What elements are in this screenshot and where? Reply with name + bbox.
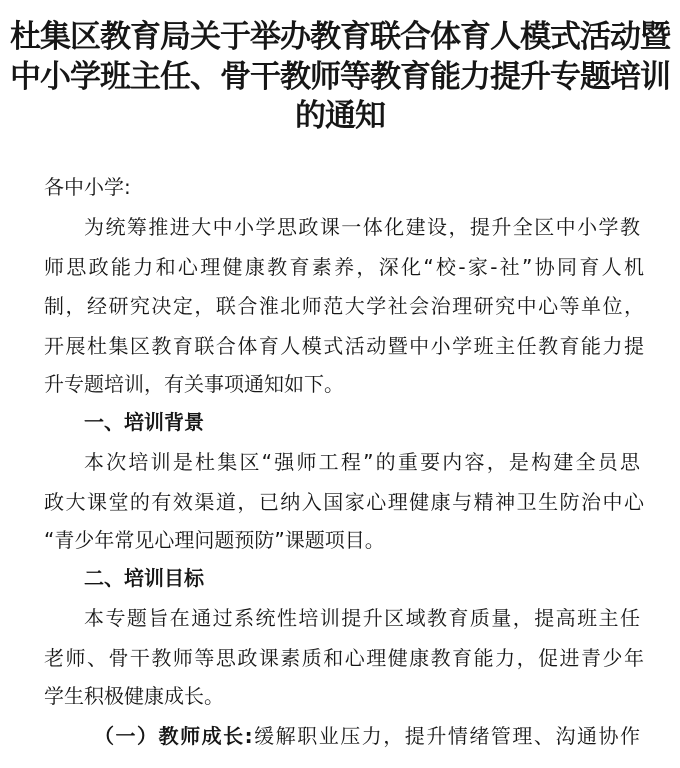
item-text: 缓解职业压力，提升情绪管理、沟通协作 <box>252 724 641 748</box>
intro-line-1: 为统筹推进大中小学思政课一体化建设，提升全区中小学教 <box>84 215 640 239</box>
section1-line-3: “青少年常见心理问题预防”课题项目。 <box>44 528 385 552</box>
intro-line-4: 开展杜集区教育联合体育人模式活动暨中小学班主任教育能力提 <box>44 334 644 358</box>
item-label: （一）教师成长: <box>94 724 253 748</box>
section1-line-2: 政大课堂的有效渠道，已纳入国家心理健康与精神卫生防治中心 <box>44 490 644 514</box>
document-title-line-2: 中小学班主任、骨干教师等教育能力提升专题培训 <box>10 59 670 95</box>
section-heading-goals: 二、培训目标 <box>84 566 204 590</box>
document-title-line-3: 的通知 <box>295 98 385 134</box>
intro-line-3: 制，经研究决定，联合淮北师范大学社会治理研究中心等单位， <box>44 294 644 318</box>
section2-line-3: 学生积极健康成长。 <box>44 684 224 708</box>
section-heading-background: 一、培训背景 <box>84 410 204 434</box>
document-title-line-1: 杜集区教育局关于举办教育联合体育人模式活动暨 <box>10 19 670 55</box>
section2-line-2: 老师、骨干教师等思政课素质和心理健康教育能力，促进青少年 <box>44 646 644 670</box>
section2-line-1: 本专题旨在通过系统性培训提升区域教育质量，提高班主任 <box>84 606 640 630</box>
intro-line-2: 师思政能力和心理健康教育素养，深化“校-家-社”协同育人机 <box>44 255 644 279</box>
section1-line-1: 本次培训是杜集区“强师工程”的重要内容，是构建全员思 <box>84 450 640 474</box>
item-teacher-growth <box>94 722 640 750</box>
salutation: 各中小学: <box>44 175 131 199</box>
intro-line-5: 升专题培训，有关事项通知如下。 <box>44 372 344 396</box>
